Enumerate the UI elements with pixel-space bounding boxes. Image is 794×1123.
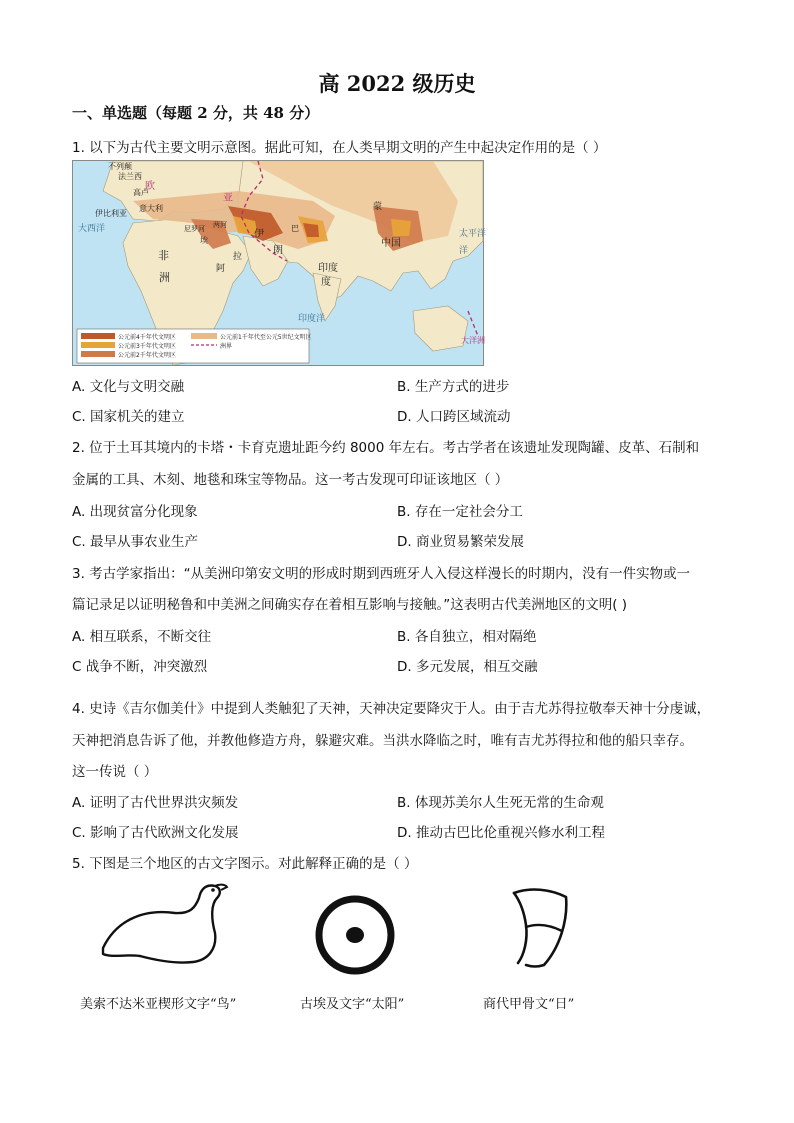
map-label-mesopotamia: 两河 [213,221,227,229]
q3-option-d: D. 多元发展，相互交融 [397,659,538,675]
map-label-oceania: 大洋洲 [461,336,485,345]
q2-option-b: B. 存在一定社会分工 [397,504,523,520]
figure-caption-oracle: 商代甲骨文“日” [483,997,575,1012]
map-label-italy: 意大利 [139,204,163,213]
map-label-mongolia: 蒙 [373,202,383,212]
legend-2nd-millennium: 公元前2千年代文明区 [118,352,176,359]
question-3-stem-line-1: 3. 考古学家指出：“从美洲印第安文明的形成时期到西班牙人入侵这样漫长的时期内，没有一件实物或一 [72,566,691,582]
question-1-stem: 1. 以下为古代主要文明示意图。据此可知，在人类早期文明的产生中起决定作用的是（ ） [72,140,607,156]
map-label-arabia: 阿 [216,264,226,274]
figure-caption-bird: 美索不达米亚楔形文字“鸟” [80,997,237,1012]
map-label-pacific: 太平洋 [459,229,487,239]
legend-continent-boundary: 洲界 [220,343,233,350]
map-label-india: 印度 [318,263,338,274]
map-label-iran: 伊 [254,229,264,240]
map-label-china: 中国 [381,238,401,249]
map-label-pakistan: 巴 [291,224,299,233]
question-4-stem-line-3: 这一传说（ ） [72,764,158,780]
q1-option-b: B. 生产方式的进步 [397,379,510,395]
map-label-asia: 亚 [223,193,233,204]
question-2-stem-line-2: 金属的工具、木刻、地毯和珠宝等物品。这一考古发现可印证该地区（ ） [72,472,509,488]
q3-option-c: C 战争不断，冲突激烈 [72,659,208,675]
q4-option-a: A. 证明了古代世界洪灾频发 [72,795,239,811]
map-label-atlantic: 大西洋 [78,224,106,234]
section-heading: 一、单选题（每题 2 分，共 48 分） [72,104,320,122]
question-4-stem-line-2: 天神把消息告诉了他，并教他修造方舟，躲避灾难。当洪水降临之时，唯有吉尤苏得拉和他的船只幸存。 [72,733,693,749]
map-label-africa-2: 洲 [159,271,170,284]
map-graphic [73,161,487,365]
sun-glyph-icon [310,890,400,980]
q4-option-c: C. 影响了古代欧洲文化发展 [72,825,239,841]
oracle-sun-glyph-icon [500,885,580,975]
bird-glyph-icon [95,878,230,978]
map-label-india-2: 度 [321,277,331,288]
map-label-pacific-2: 洋 [459,246,469,256]
map-label-iberia: 伊比利亚 [95,209,127,218]
civilization-map [72,160,487,366]
q3-option-b: B. 各自独立，相对隔绝 [397,629,537,645]
map-label-indian-ocean: 印度洋 [298,314,326,324]
q2-option-a: A. 出现贫富分化现象 [72,504,198,520]
question-3-stem-line-2: 篇记录足以证明秘鲁和中美洲之间确实存在着相互影响与接触。”这表明古代美洲地区的文明( ) [72,597,628,613]
map-label-lao: 拉 [233,252,243,262]
legend-1st-millennium: 公元前1千年代至公元5世纪文明区 [220,334,312,341]
q4-option-d: D. 推动古巴比伦重视兴修水利工程 [397,825,605,841]
question-2-stem-line-1: 2. 位于土耳其境内的卡塔・卡育克遗址距今约 8000 年左右。考古学者在该遗址发现陶罐、皮革、石制和 [72,440,700,456]
question-4-stem-line-1: 4. 史诗《吉尔伽美什》中提到人类触犯了天神，天神决定要降灾于人。由于吉尤苏得拉敬奉天神十分虔诚， [72,701,711,717]
legend-3rd-millennium: 公元前3千年代文明区 [118,343,176,350]
map-label-africa: 非 [158,249,169,262]
q1-option-a: A. 文化与文明交融 [72,379,185,395]
question-5-stem: 5. 下图是三个地区的古文字图示。对此解释正确的是（ ） [72,856,418,872]
q2-option-c: C. 最早从事农业生产 [72,534,199,550]
map-label-britain: 不列颠 [108,162,132,171]
map-label-europe: 欧 [145,181,155,192]
q1-option-d: D. 人口跨区域流动 [397,409,511,425]
q3-option-a: A. 相互联系，不断交往 [72,629,212,645]
q1-option-c: C. 国家机关的建立 [72,409,185,425]
legend-4th-millennium: 公元前4千年代文明区 [118,334,176,341]
figure-caption-sun: 古埃及文字“太阳” [300,997,405,1012]
page-title: 高 2022 级历史 [318,71,476,96]
q2-option-d: D. 商业贸易繁荣发展 [397,534,524,550]
map-label-france: 法兰西 [118,172,142,181]
map-label-nile: 尼罗河 [184,225,205,233]
map-label-egypt: 埃 [200,236,208,245]
map-label-gaul: 高卢 [133,188,149,197]
map-label-iran2: 朗 [273,245,283,256]
q4-option-b: B. 体现苏美尔人生死无常的生命观 [397,795,604,811]
